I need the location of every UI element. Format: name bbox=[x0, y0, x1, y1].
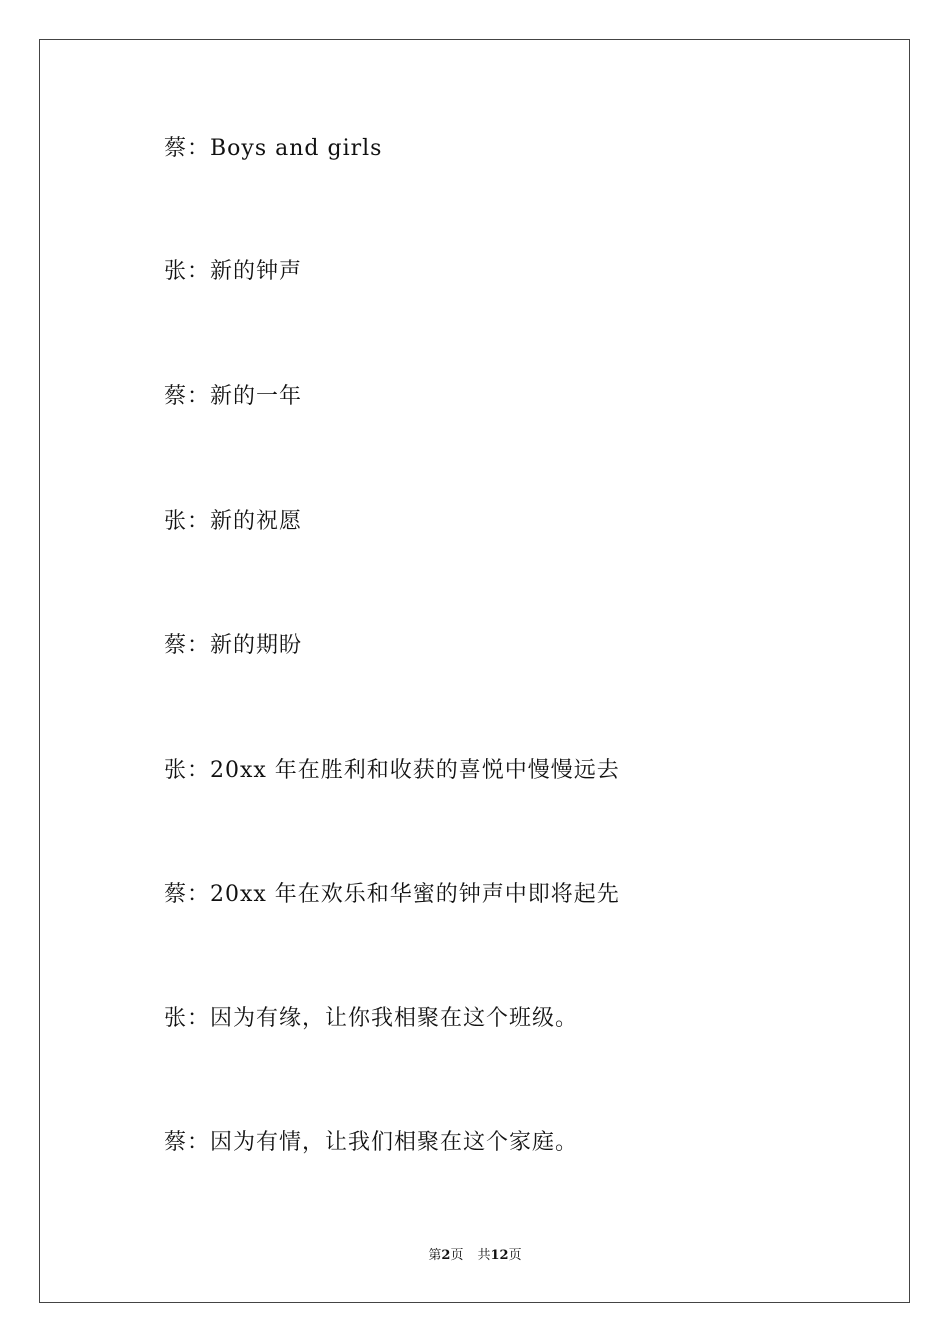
dialogue-line: 张：因为有缘，让你我相聚在这个班级。 bbox=[164, 1006, 579, 1031]
dialogue-line: 蔡：20xx 年在欢乐和华蜜的钟声中即将起先 bbox=[164, 882, 620, 907]
dialogue-line: 蔡：Boys and girls bbox=[164, 136, 383, 161]
page-suffix: 页 bbox=[450, 1248, 464, 1263]
dialogue-line: 蔡：新的期盼 bbox=[164, 633, 303, 658]
dialogue-line: 张：新的钟声 bbox=[164, 259, 303, 284]
total-prefix: 共 bbox=[477, 1248, 491, 1263]
dialogue-line: 蔡：因为有情，让我们相聚在这个家庭。 bbox=[164, 1130, 579, 1155]
page-number: 2 bbox=[441, 1248, 451, 1263]
total-pages: 12 bbox=[490, 1248, 509, 1263]
dialogue-line: 张：20xx 年在胜利和收获的喜悦中慢慢远去 bbox=[164, 758, 620, 783]
dialogue-line: 蔡：新的一年 bbox=[164, 384, 303, 409]
dialogue-line: 张：新的祝愿 bbox=[164, 509, 303, 534]
page-footer bbox=[0, 1247, 950, 1265]
total-suffix: 页 bbox=[508, 1248, 522, 1263]
page-prefix: 第 bbox=[428, 1248, 442, 1263]
page-border bbox=[39, 39, 910, 1303]
